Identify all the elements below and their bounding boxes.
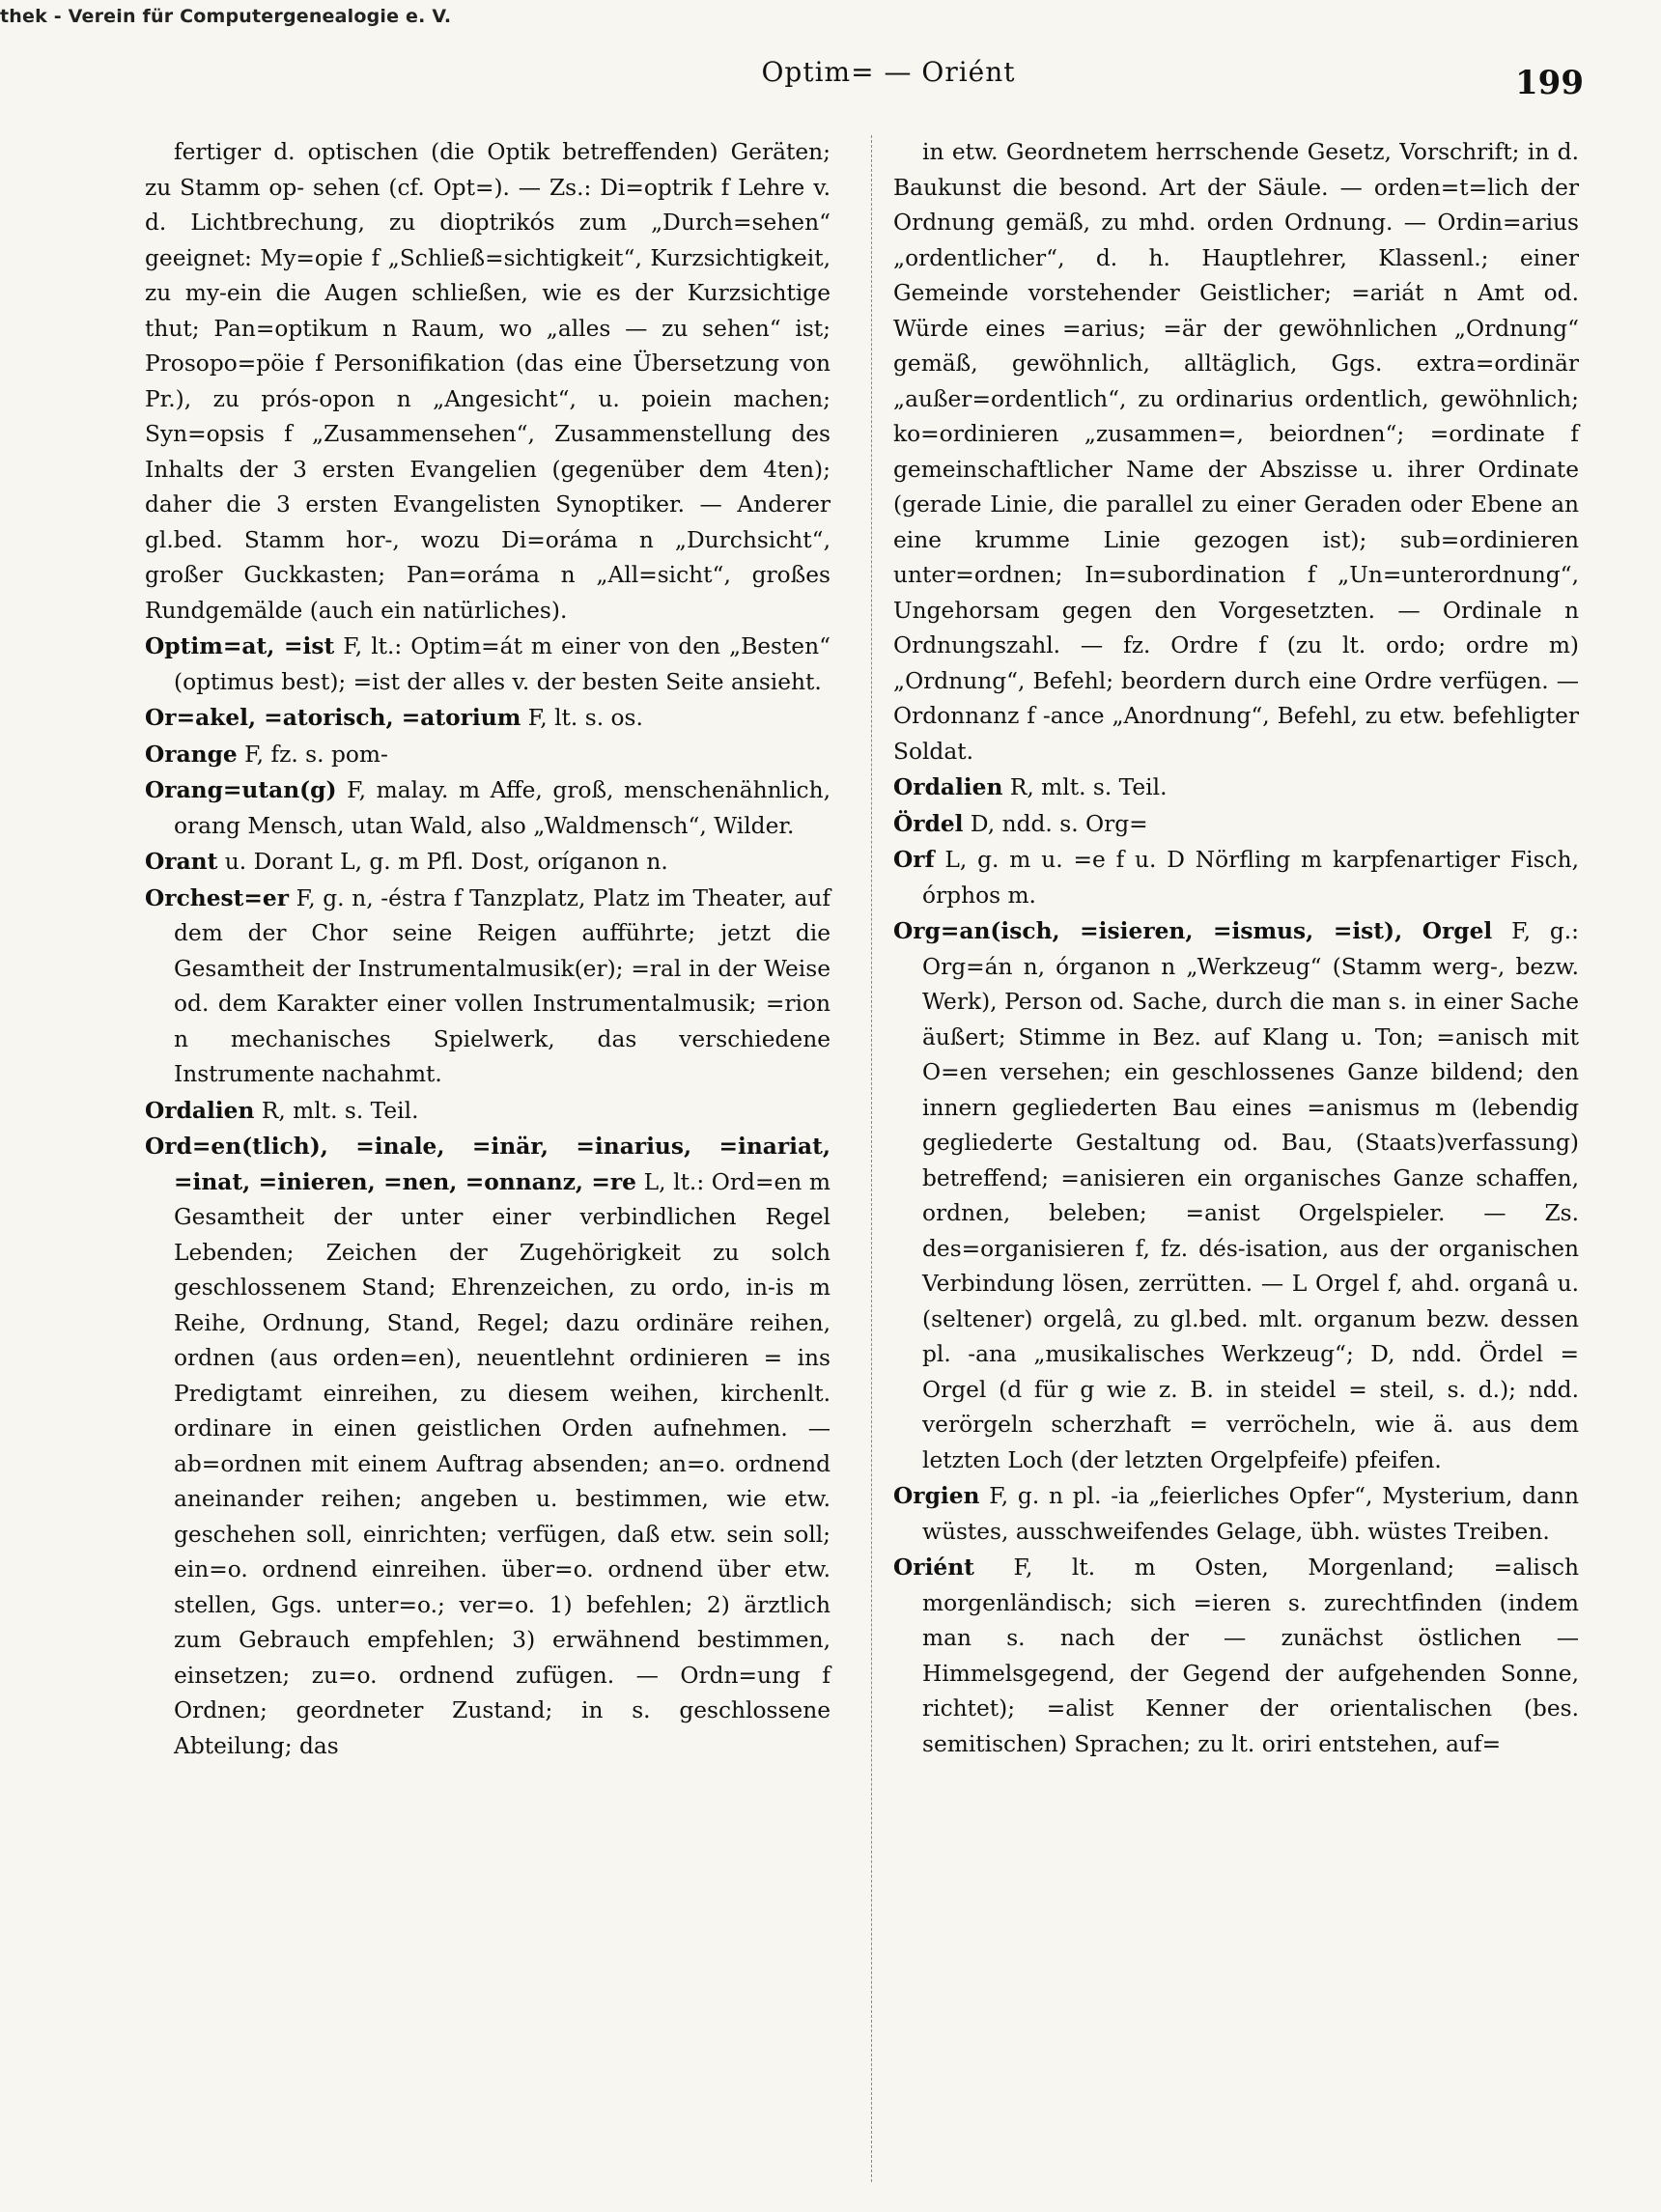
dictionary-entry [893,1551,1579,1762]
entry-text: in etw. Geordnetem herrschende Gesetz, Vorschrift; in d. Baukunst die besond. Art der Säule. — orden=t=lich der Ordnung gemäß, zu mhd. orden Ordnung. — Ordin=arius „ordentlicher“, d. h. Hauptlehrer, Klassenl.; einer Gemeinde vorstehender Geistlicher; =ariát n Amt od. Würde eines =arius; =är der gewöhnlichen „Ordnung“ gemäß, gewöhnlich, alltäglich, Ggs. extra=ordinär „außer=ordentlich“, zu ordinarius ordentlich, gewöhnlich; ko=ordinieren „zusammen=, beiordnen“; =ordinate f gemeinschaftlicher Name der Abszisse u. ihrer Ordinate (gerade Linie, die parallel zu einer Geraden oder Ebene an eine krumme Linie gezogen ist); sub=ordinieren unter=ordnen; In=subordination f „Un=unterordnung“, Ungehorsam gegen den Vorgesetzten. — Ordinale n Ordnungszahl. — fz. Ordre f (zu lt. ordo; ordre m) „Ordnung“, Befehl; beordern durch eine Ordre verfügen. — Ordonnanz f -ance „Anordnung“, Befehl, zu etw. befehligter Soldat. [893,139,1579,765]
entry-text: F, lt. m Osten, Morgenland; =alisch morgenländisch; sich =ieren s. zurechtfinden (indem man s. nach der — zunächst östlichen — Himmelsgegend, der Gegend der aufgehenden Sonne, richtet); =alist Kenner der orientalischen (bes. semitischen) Sprachen; zu lt. oriri entstehen, auf= [922,1554,1579,1757]
dictionary-entry [893,843,1579,913]
continued-entry [893,135,1579,770]
entry-text: F, malay. m Affe, groß, menschenähnlich, orang Mensch, utan Wald, also „Waldmensch“, Wilder. [174,777,830,839]
dictionary-entry [145,630,830,700]
entry-text: L, lt.: Ord=en m Gesamtheit der unter einer verbindlichen Regel Lebenden; Zeichen der Zugehörigkeit zu solch geschlossenem Stand; Ehrenzeichen, zu ordo, in-is m Reihe, Ordnung, Stand, Regel; dazu ordinäre reihen, ordnen (aus orden=en), neuentlehnt ordinieren = ins Predigtamt einreihen, zu diesem weihen, kirchenlt. ordinare in einen geistlichen Orden aufnehmen. — ab=ordnen mit einem Auftrag absenden; an=o. ordnend aneinander reihen; angeben u. bestimmen, wie etw. geschehen soll, einrichten; verfügen, daß etw. sein soll; ein=o. ordnend einreihen. über=o. ordnend über etw. stellen, Ggs. unter=o.; ver=o. 1) befehlen; 2) ärztlich zum Gebrauch empfehlen; 3) erwähnend bestimmen, einsetzen; zu=o. ordnend zufügen. — Ordn=ung f Ordnen; geordneter Zustand; in s. geschlossene Abteilung; das [174,1168,830,1759]
entry-text: u. Dorant L, g. m Pfl. Dost, oríganon n. [217,849,668,875]
entry-text: L, g. m u. =e f u. D Nörfling m karpfenartiger Fisch, órphos m. [922,847,1579,909]
entry-headword: Ord=en(tlich), =inale, =inär, =inarius, =inariat, =inat, =inieren, =nen, =onnanz, =re [145,1134,830,1195]
entry-text: F, lt.: Optim=át m einer von den „Besten“ (optimus best); =ist der alles v. der besten Seite ansieht. [174,633,830,695]
entry-headword: Orchest=er [145,884,290,911]
page-number: 199 [1515,64,1584,102]
entry-headword: Orang=utan(g) [145,777,337,803]
entry-text: fertiger d. optischen (die Optik betreffenden) Geräten; zu Stamm op- sehen (cf. Opt=). — Zs.: Di=optrik f Lehre v. d. Lichtbrechung, zu dioptrikós zum „Durch=sehen“ geeignet: My=opie f „Schließ=sichtigkeit“, Kurzsichtigkeit, zu my-ein die Augen schließen, wie es der Kurzsichtige thut; Pan=optikum n Raum, wo „alles — zu sehen“ ist; Prosopo=pöie f Personifikation (das eine Übersetzung von Pr.), zu prós-opon n „Angesicht“, u. poiein machen; Syn=opsis f „Zusammensehen“, Zusammenstellung des Inhalts der 3 ersten Evangelien (gegenüber dem 4ten); daher die 3 ersten Evangelisten Synoptiker. — Anderer gl.bed. Stamm hor-, wozu Di=oráma n „Durchsicht“, großer Guckkasten; Pan=oráma n „All=sicht“, großes Rundgemälde (auch ein natürliches). [145,139,830,624]
entry-headword: Ordalien [893,774,1003,800]
dictionary-entry [893,807,1579,843]
entry-text: R, mlt. s. Teil. [254,1097,419,1124]
entry-headword: Oriént [893,1554,974,1581]
dictionary-entry [145,845,830,881]
entry-headword: Orange [145,741,238,768]
entry-text: F, g. n pl. -ia „feierliches Opfer“, Mysterium, dann wüstes, ausschweifendes Gelage, übh. wüstes Treiben. [922,1483,1579,1545]
continued-entry [145,135,830,629]
dictionary-entry [145,701,830,737]
entry-headword: Ordalien [145,1097,255,1124]
site-banner: thek - Verein für Computergenealogie e. V. [0,6,452,27]
dictionary-entry [893,770,1579,806]
entry-headword: Org=an(isch, =isieren, =ismus, =ist), Orgel [893,918,1493,944]
dictionary-entry [145,1094,830,1130]
dictionary-entry [893,914,1579,1478]
entry-headword: Orf [893,847,935,873]
entry-headword: Optim=at, =ist [145,633,335,659]
dictionary-entry [145,882,830,1093]
dictionary-entry [145,738,830,773]
entry-headword: Ördel [893,810,964,837]
entry-text: D, ndd. s. Org= [963,810,1148,837]
dictionary-entry [145,773,830,844]
dictionary-entry [893,1479,1579,1550]
dictionary-entry [145,1130,830,1764]
left-column [145,135,830,1764]
entry-headword: Orant [145,849,218,875]
entry-text: F, g.: Org=án n, órganon n „Werkzeug“ (Stamm werg-, bezw. Werk), Person od. Sache, durch die man s. in einer Sache äußert; Stimme in Bez. auf Klang u. Ton; =anisch mit O=en versehen; ein geschlossenes Ganze bildend; den innern gegliederten Bau eines =anismus m (lebendig gegliederte Gestaltung od. Bau, (Staats)verfassung) betreffend; =anisieren ein organisches Ganze schaffen, ordnen, beleben; =anist Orgelspieler. — Zs. des=organisieren f, fz. dés-isation, aus der organischen Verbindung lösen, zerrütten. — L Orgel f, ahd. organâ u. (seltener) orgelâ, zu gl.bed. mlt. organum bezw. dessen pl. -ana „musikalisches Werkzeug“; D, ndd. Ördel = Orgel (d für g wie z. B. in steidel = steil, s. d.); ndd. verörgeln scherzhaft = verröcheln, wie ä. aus dem letzten Loch (der letzten Orgelpfeife) pfeifen. [922,918,1579,1473]
entry-text: F, lt. s. os. [521,705,643,731]
entry-headword: Orgien [893,1483,980,1509]
column-divider [871,135,872,2182]
running-head: Optim= — Oriént [761,56,1016,88]
entry-text: R, mlt. s. Teil. [1002,774,1168,800]
entry-text: F, fz. s. pom- [237,741,388,768]
right-column [893,135,1579,1762]
entry-text: F, g. n, -éstra f Tanzplatz, Platz im Theater, auf dem der Chor seine Reigen aufführte; jetzt die Gesamtheit der Instrumentalmusik(er); =ral in der Weise od. dem Karakter einer vollen Instrumentalmusik; =rion n mechanisches Spielwerk, das verschiedene Instrumente nachahmt. [174,884,830,1087]
entry-headword: Or=akel, =atorisch, =atorium [145,705,521,731]
